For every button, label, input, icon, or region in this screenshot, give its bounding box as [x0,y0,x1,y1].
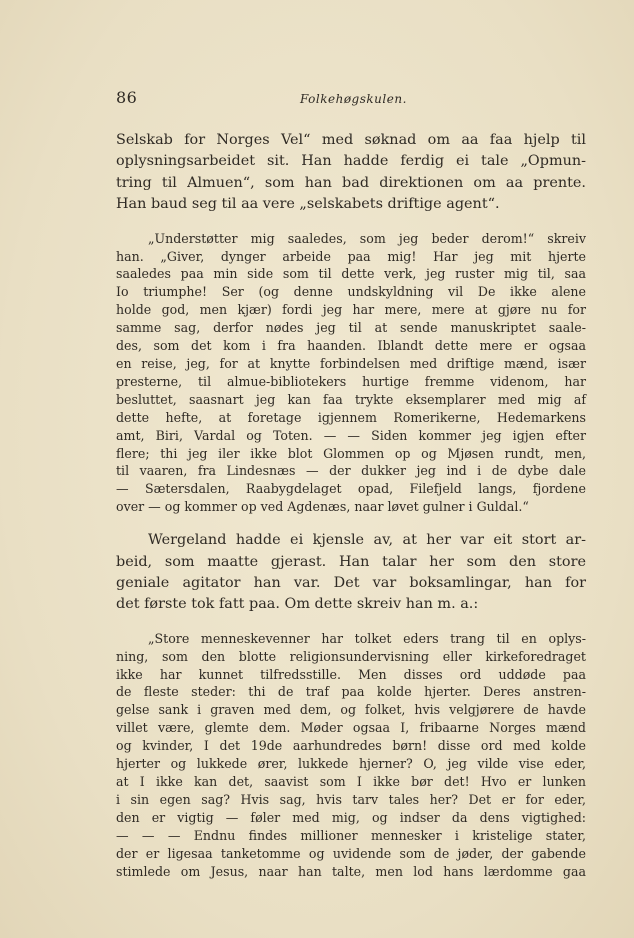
text-line: over — og kommer op ved Agdenæs, naar løvet gulner i Guldal.“ [116,499,529,515]
text-line: stimlede om Jesus, naar han talte, men lod hans lærdomme gaa [116,863,586,879]
text-line: holde god, men kjær) fordi jeg har mere, mere at gjøre nu for [116,302,586,318]
text-line: presterne, til almue-bibliotekers hurtige fremme videnom, har [116,373,586,389]
text-line: tring til Almuen“, som han bad direktionen om aa prente. [116,174,586,191]
text-line: den er vigtig — føler med mig, og indser da dens vigtighed: [116,809,586,825]
text-line: „Store menneskevenner har tolket eders trang til en oplys- [148,630,586,646]
text-line: han. „Giver, dynger arbeide paa mig! Har jeg mit hjerte [116,248,586,264]
text-line: villet være, glemte dem. Møder ogsaa I, fribaarne Norges mænd [116,720,586,736]
text-line: des, som det kom i fra haanden. Iblandt dette mere er ogsaa [116,338,586,354]
text-line: — — — Endnu findes millioner mennesker i kristelige stater, [116,827,586,843]
text-line: flere; thi jeg iler ikke blot Glommen op og Mjøsen rundt, men, [116,445,586,461]
quote-1 [116,230,586,517]
text-line: de fleste steder: thi de traf paa kolde hjerter. Deres anstren- [116,684,586,700]
page-header [116,88,586,112]
text-line: Io triumphe! Ser (og denne undskyldning vil De ikke alene [116,284,586,300]
text-line: Selskab for Norges Vel“ med søknad om aa faa hjelp til [116,132,586,148]
text-line: i sin egen sag? Hvis sag, hvis tarv tales her? Det er for eder, [116,791,586,807]
text-line: at I ikke kan det, saavist som I ikke bør det! Hvo er lunken [116,774,586,789]
text-line: oplysningsarbeidet sit. Han hadde ferdig ei tale „Opmun- [116,153,586,170]
running-title: Folkehøgskulen. [300,92,407,106]
text-line: „Understøtter mig saaledes, som jeg beder derom!“ skreiv [148,230,586,246]
page-content [116,130,586,880]
text-line: — Sætersdalen, Raabygdelaget opad, Filefjeld langs, fjordene [116,481,586,497]
text-line: saaledes paa min side som til dette verk, jeg ruster mig til, saa [116,266,586,282]
page-number: 86 [116,88,138,107]
text-line: en reise, jeg, for at knytte forbindelsen med driftige mænd, især [116,355,586,371]
text-line: Han baud seg til aa vere „selskabets driftige agent“. [116,196,500,213]
text-line: ikke har kunnet tilfredsstille. Men disses ord uddøde paa [116,666,586,682]
text-line: til vaaren, fra Lindesnæs — der dukker jeg ind i de dybe dale [116,463,586,479]
text-line: det første tok fatt paa. Om dette skreiv han m. a.: [116,596,479,613]
paragraph-1 [116,130,586,216]
text-line: gelse sank i graven med dem, og folket, hvis velgjørere de havde [116,702,586,718]
quote-2 [116,630,586,881]
text-line: og kvinder, I det 19de aarhundredes børn! disse ord med kolde [116,738,586,754]
text-line: hjerter og lukkede ører, lukkede hjerner? O, jeg vilde vise eder, [116,756,586,772]
text-line: besluttet, saasnart jeg kan faa trykte eksemplarer med mig af [116,391,586,407]
text-line: ning, som den blotte religionsundervisning eller kirkeforedraget [116,648,586,664]
paragraph-2 [116,530,586,616]
text-line: Wergeland hadde ei kjensle av, at her var eit stort ar- [148,532,586,549]
text-line: beid, som maatte gjerast. Han talar her som den store [116,553,586,570]
text-line: amt, Biri, Vardal og Toten. — — Siden kommer jeg igjen efter [116,427,586,443]
text-line: samme sag, derfor nødes jeg til at sende manuskriptet saale- [116,320,586,336]
text-line: geniale agitator han var. Det var boksamlingar, han for [116,574,586,591]
text-line: dette hefte, at foretage igjennem Romerikerne, Hedemarkens [116,409,586,425]
text-line: der er ligesaa tanketomme og uvidende som de jøder, der gabende [116,845,586,861]
